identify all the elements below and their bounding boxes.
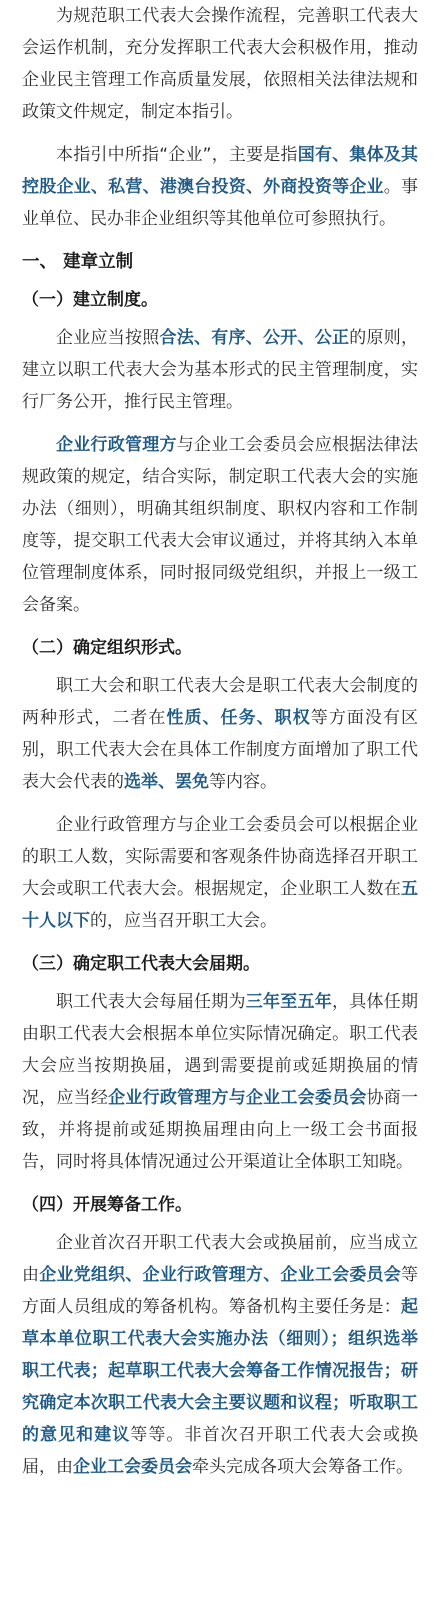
principles-highlight: 合法、有序、公开、公正 — [159, 328, 350, 348]
term-paragraph — [22, 986, 418, 1178]
scope-text: 本指引中所指“企业”，主要是指 — [56, 145, 298, 165]
term-highlight-1: 三年至五年 — [245, 992, 332, 1012]
forms-text-end: 等内容。 — [209, 772, 277, 792]
subheading-establish-system: （一）建立制度。 — [22, 290, 158, 310]
preparation-highlight-1: 企业党组织、企业行政管理方、企业工会委员会 — [39, 1265, 402, 1285]
implementation-paragraph — [22, 429, 418, 621]
forms-highlight-1: 性质、任务、职权 — [166, 708, 311, 728]
preparation-text-mid: 等方面人员组成的筹备机构。筹备机构主要任务是： — [22, 1265, 419, 1317]
preparation-text: 企业首次召开职工代表大会或换届前，应当成立由 — [22, 1233, 418, 1285]
headcount-text-end: 的，应当召开职工大会。 — [90, 911, 277, 931]
forms-text-mid: 等方面没有区别，职工代表大会在具体工作制度方面增加了职工代表大会代表的 — [22, 708, 419, 792]
scope-highlight: 国有、集体及其控股企业、私营、港澳台投资、外商投资等企业 — [22, 145, 418, 197]
term-text-mid: ，具体任期由职工代表大会根据本单位实际情况确定。职工代表大会应当按期换届，遇到需要提前或延期换届的情况，应当经 — [22, 992, 418, 1108]
scope-text-end: 。事业单位、民办非企业组织等其他单位可参照执行。 — [22, 177, 419, 229]
preparation-highlight-3: 企业工会委员会 — [73, 1457, 192, 1477]
implementation-text: 与企业工会委员会应根据法律法规政策的规定，结合实际，制定职工代表大会的实施办法（细则），明确其组织制度、职权内容和工作制度等，提交职工代表大会审议通过，并将其纳入本单位管理制度体系，同时报同级党组织，并报上一级工会备案。 — [22, 435, 418, 615]
headcount-text: 企业行政管理方与企业工会委员会可以根据企业的职工人数，实际需要和客观条件协商选择召开职工大会或职工代表大会。根据规定，企业职工人数在 — [22, 815, 418, 899]
admin-highlight: 企业行政管理方 — [56, 435, 177, 455]
principles-text: 企业应当按照 — [56, 328, 160, 348]
principles-text-end: 的原则，建立以职工代表大会为基本形式的民主管理制度，实行厂务公开，推行民主管理。 — [22, 328, 418, 412]
term-text-end: 协商一致，并将提前或延期换届理由向上一级工会书面报告，同时将具体情况通过公开渠道让全体职工知晓。 — [22, 1088, 419, 1172]
headcount-paragraph — [22, 809, 418, 937]
scope-paragraph — [22, 139, 418, 235]
principles-paragraph — [22, 322, 418, 418]
intro-text: 为规范职工代表大会操作流程，完善职工代表大会运作机制，充分发挥职工代表大会积极作用，推动企业民主管理工作高质量发展，依照相关法律法规和政策文件规定，制定本指引。 — [22, 6, 418, 122]
preparation-highlight-2: 起草本单位职工代表大会实施办法（细则）；组织选举职工代表；起草职工代表大会筹备工作情况报告；研究确定本次职工代表大会主要议题和议程；听取职工的意见和建议 — [22, 1297, 418, 1445]
forms-highlight-2: 选举、罢免 — [124, 772, 209, 792]
forms-paragraph — [22, 670, 418, 798]
subheading-term: （三）确定职工代表大会届期。 — [22, 954, 260, 974]
forms-text: 职工大会和职工代表大会是职工代表大会制度的两种形式，二者在 — [22, 676, 418, 728]
preparation-text-mid-2: 等等。非首次召开职工代表大会或换届，由 — [22, 1425, 419, 1477]
subheading-preparation: （四）开展筹备工作。 — [22, 1195, 192, 1215]
subheading-organization-form: （二）确定组织形式。 — [22, 638, 192, 658]
preparation-text-end: 牵头完成各项大会筹备工作。 — [192, 1457, 413, 1477]
term-highlight-2: 企业行政管理方与企业工会委员会 — [108, 1088, 367, 1108]
preparation-paragraph — [22, 1227, 418, 1483]
intro-paragraph — [22, 0, 418, 128]
term-text: 职工代表大会每届任期为 — [56, 992, 246, 1012]
section-heading-1: 一、 建章立制 — [22, 252, 134, 272]
headcount-highlight: 五十人以下 — [22, 879, 418, 931]
